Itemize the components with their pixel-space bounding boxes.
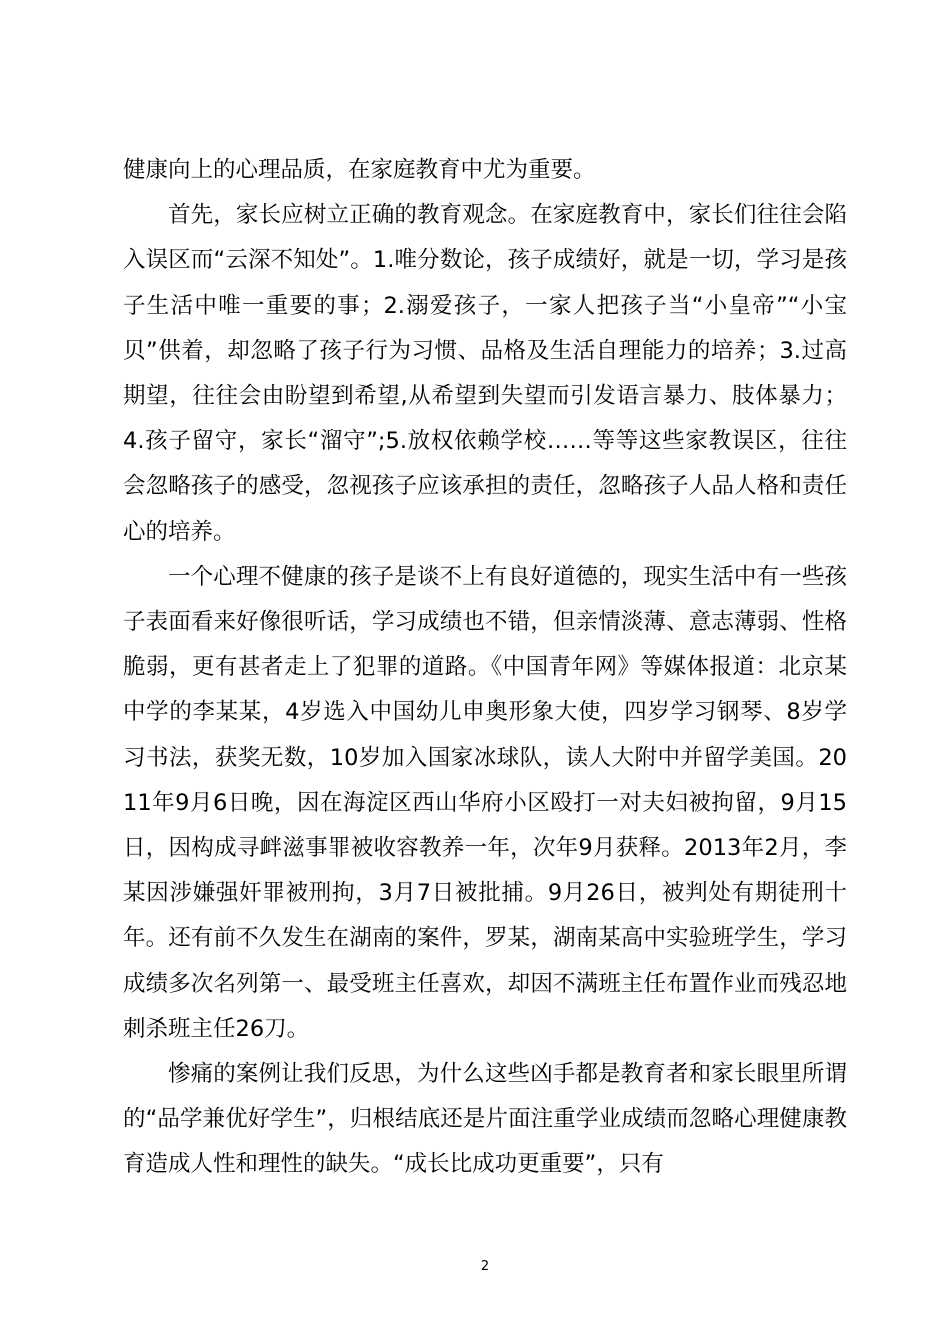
paragraph-3: 一个心理不健康的孩子是谈不上有良好道德的，现实生活中有一些孩子表面看来好像很听话，学习成绩也不错，但亲情淡薄、意志薄弱、性格脆弱，更有甚者走上了犯罪的道路。《中国青年网》等媒体报道：北京某中学的李某某，4岁选入中国幼儿申奥形象大使，四岁学习钢琴、8岁学习书法，获奖无数，10岁加入国家冰球队，读人大附中并留学美国。2011年9月6日晚，因在海淀区西山华府小区殴打一对夫妇被拘留，9月15日，因构成寻衅滋事罪被收容教养一年，次年9月获释。2013年2月，李某因涉嫌强奸罪被刑拘，3月7日被批捕。9月26日，被判处有期徒刑十年。还有前不久发生在湖南的案件，罗某，湖南某高中实验班学生，学习成绩多次名列第一、最受班主任喜欢，却因不满班主任布置作业而残忍地刺杀班主任26刀。 (123, 563, 847, 1042)
paragraph-1: 健康向上的心理品质，在家庭教育中尤为重要。 (123, 157, 596, 183)
paragraph-4: 惨痛的案例让我们反思，为什么这些凶手都是教育者和家长眼里所谓的“品学兼优好学生”，归根结底还是片面注重学业成绩而忽略心理健康教育造成人性和理性的缺失。“成长比成功更重要”，只有 (123, 1061, 847, 1178)
paragraph-2: 首先，家长应树立正确的教育观念。在家庭教育中，家长们往往会陷入误区而“云深不知处”。1.唯分数论，孩子成绩好，就是一切，学习是孩子生活中唯一重要的事；2.溺爱孩子，一家人把孩子当“小皇帝”“小宝贝”供着，却忽略了孩子行为习惯、品格及生活自理能力的培养；3.过高期望，往往会由盼望到希望,从希望到失望而引发语言暴力、肢体暴力；4.孩子留守，家长“溜守”;5.放权依赖学校……等等这些家教误区，往往会忽略孩子的感受，忽视孩子应该承担的责任，忽略孩子人品人格和责任心的培养。 (123, 202, 847, 545)
body-text (123, 148, 847, 1188)
page-number: 2 (480, 1259, 490, 1274)
